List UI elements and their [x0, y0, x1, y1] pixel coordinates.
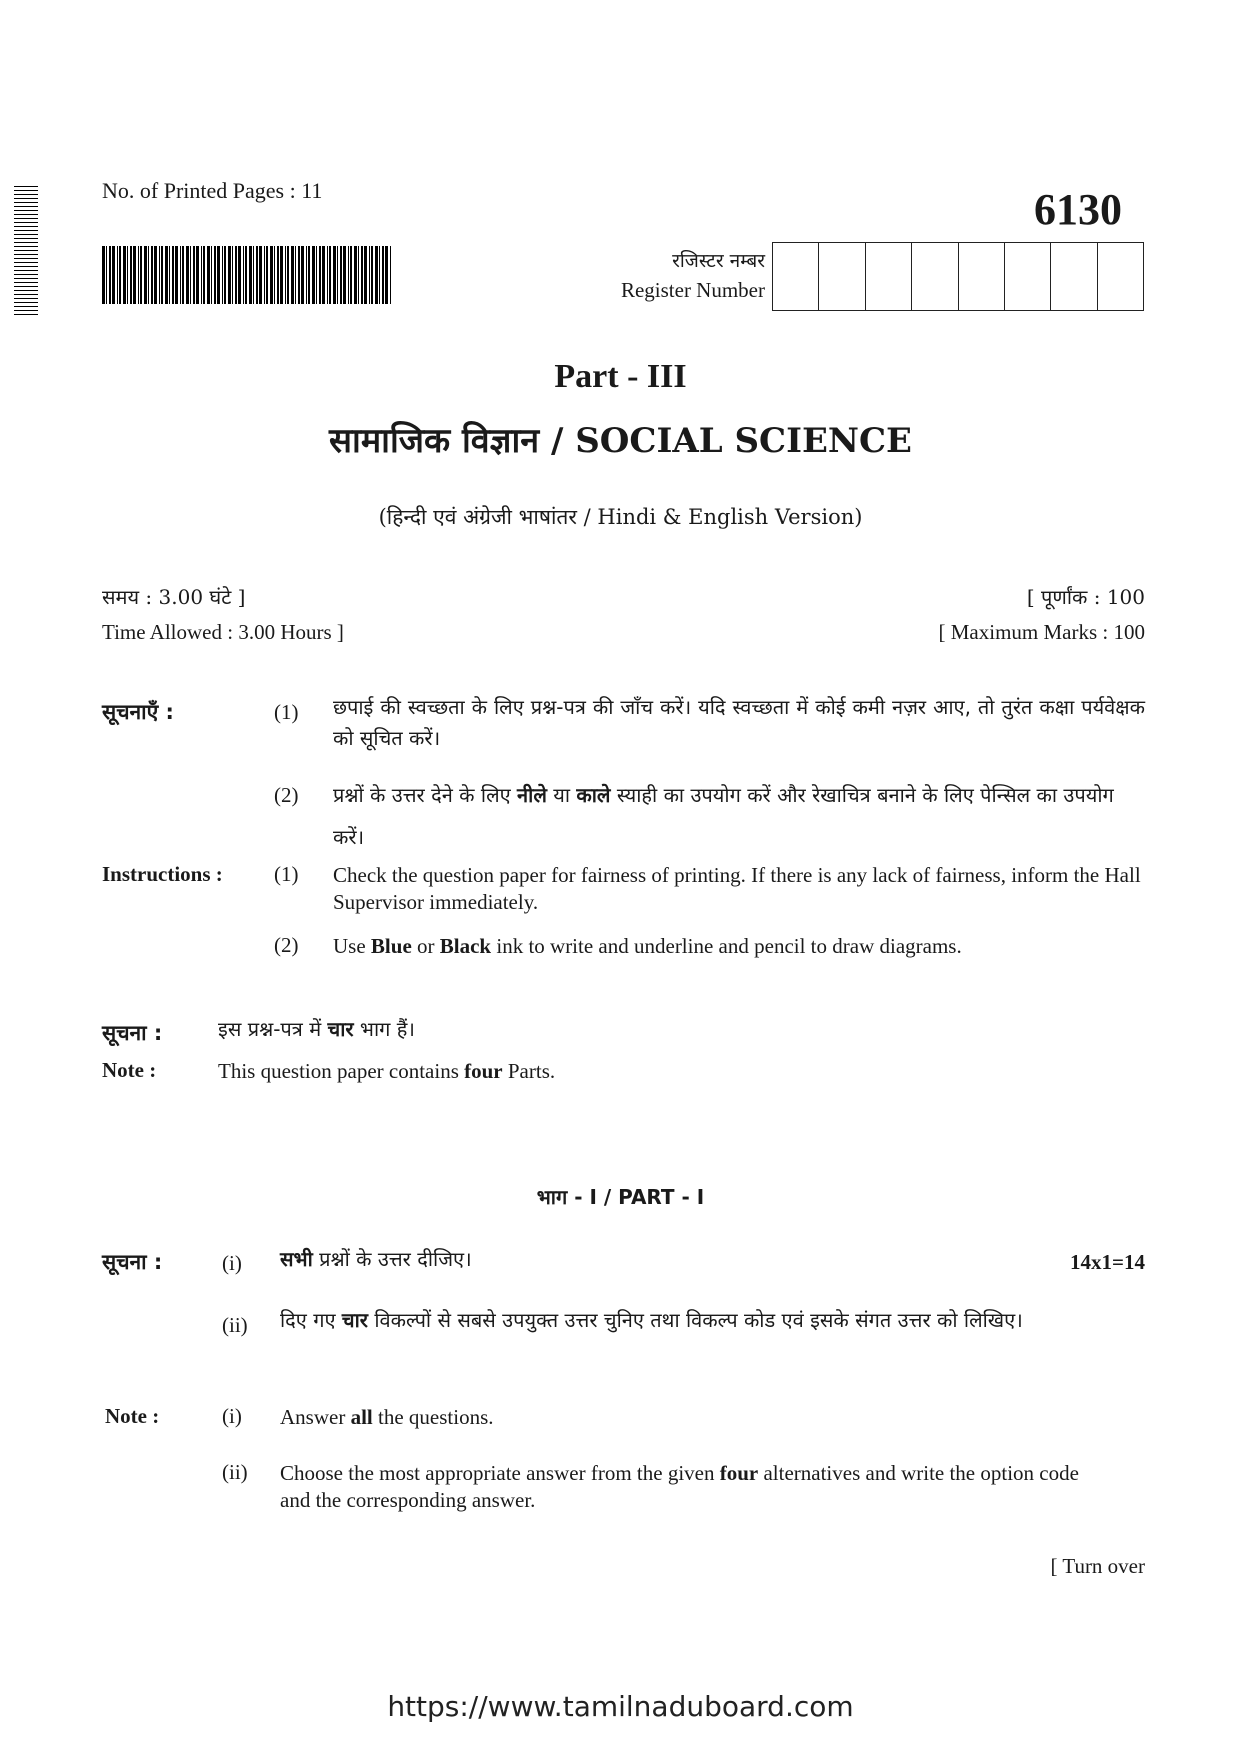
time-hindi: समय : 3.00 घंटे ]	[102, 585, 246, 609]
instruction-number: (2)	[274, 783, 299, 807]
part-one-note-label-hindi: सूचना :	[102, 1250, 163, 1274]
note-label: Note :	[102, 1058, 157, 1082]
register-label: Register Number	[620, 278, 765, 302]
turn-over: [ Turn over	[1050, 1554, 1145, 1578]
instruction-number: (2)	[274, 933, 299, 957]
marks-hindi: [ पूर्णांक : 100	[1026, 585, 1145, 609]
part-one-note-label: Note :	[105, 1404, 160, 1428]
instruction-text-2: Use Blue or Black ink to write and underline and pencil to draw diagrams.	[333, 934, 962, 958]
paper-code: 6130	[1034, 185, 1122, 234]
item-number: (ii)	[222, 1460, 248, 1484]
printed-pages: No. of Printed Pages : 11	[102, 178, 323, 203]
register-digit-box[interactable]	[1098, 243, 1143, 310]
instruction-text-hindi-2: प्रश्नों के उत्तर देने के लिए नीले या काले स्याही का उपयोग करें और रेखाचित्र बनाने के लिए पेन्सिल का उपयोग करें।	[333, 783, 1114, 849]
register-digit-box[interactable]	[1051, 243, 1097, 310]
time-allowed: Time Allowed : 3.00 Hours ]	[102, 620, 344, 644]
register-digit-box[interactable]	[1005, 243, 1051, 310]
part-one-hindi-item-1: सभी प्रश्नों के उत्तर दीजिए।	[280, 1247, 472, 1271]
instructions-label: Instructions :	[102, 862, 223, 886]
register-digit-box[interactable]	[819, 243, 865, 310]
subject-title: सामाजिक विज्ञान / SOCIAL SCIENCE	[329, 421, 912, 461]
item-number: (ii)	[222, 1313, 248, 1337]
note-text: This question paper contains four Parts.	[218, 1059, 556, 1083]
item-number: (i)	[222, 1404, 242, 1428]
register-digit-box[interactable]	[959, 243, 1005, 310]
instructions-label-hindi: सूचनाएँ :	[102, 700, 174, 724]
item-number: (i)	[222, 1251, 242, 1275]
part-one-item-2: Choose the most appropriate answer from the given four alternatives and write the option code and the corresponding answer.	[280, 1461, 1079, 1512]
register-digit-box[interactable]	[773, 243, 819, 310]
note-text-hindi: इस प्रश्न-पत्र में चार भाग हैं।	[218, 1017, 415, 1041]
maximum-marks: [ Maximum Marks : 100	[938, 620, 1145, 644]
instruction-number: (1)	[274, 700, 299, 724]
instruction-text-hindi-1: छपाई की स्वच्छता के लिए प्रश्न-पत्र की जाँच करें। यदि स्वच्छता में कोई कमी नज़र आए, तो तुरंत कक्षा पर्यवेक्षक को सूचित करें।	[333, 695, 1145, 750]
register-digit-box[interactable]	[912, 243, 958, 310]
part-one-item-1: Answer all the questions.	[280, 1405, 494, 1429]
instruction-number: (1)	[274, 862, 299, 886]
side-barcode	[14, 186, 38, 316]
register-label-hindi: रजिस्टर नम्बर	[672, 250, 765, 272]
marks-allocation: 14x1=14	[1070, 1250, 1145, 1274]
barcode	[102, 246, 394, 304]
instruction-text-1: Check the question paper for fairness of printing. If there is any lack of fairness, inform the Hall Supervisor immediately.	[333, 863, 1141, 914]
register-digit-box[interactable]	[866, 243, 912, 310]
note-label-hindi: सूचना :	[102, 1021, 163, 1045]
part-title: Part - III	[554, 358, 687, 395]
footer-url[interactable]: https://www.tamilnaduboard.com	[387, 1690, 854, 1723]
part-one-heading: भाग - I / PART - I	[536, 1185, 705, 1209]
version-line: (हिन्दी एवं अंग्रेजी भाषांतर / Hindi & English Version)	[378, 505, 863, 529]
part-one-hindi-item-2: दिए गए चार विकल्पों से सबसे उपयुक्त उत्तर चुनिए तथा विकल्प कोड एवं इसके संगत उत्तर को लिखिए।	[280, 1308, 1023, 1332]
register-number-boxes[interactable]	[772, 242, 1144, 311]
